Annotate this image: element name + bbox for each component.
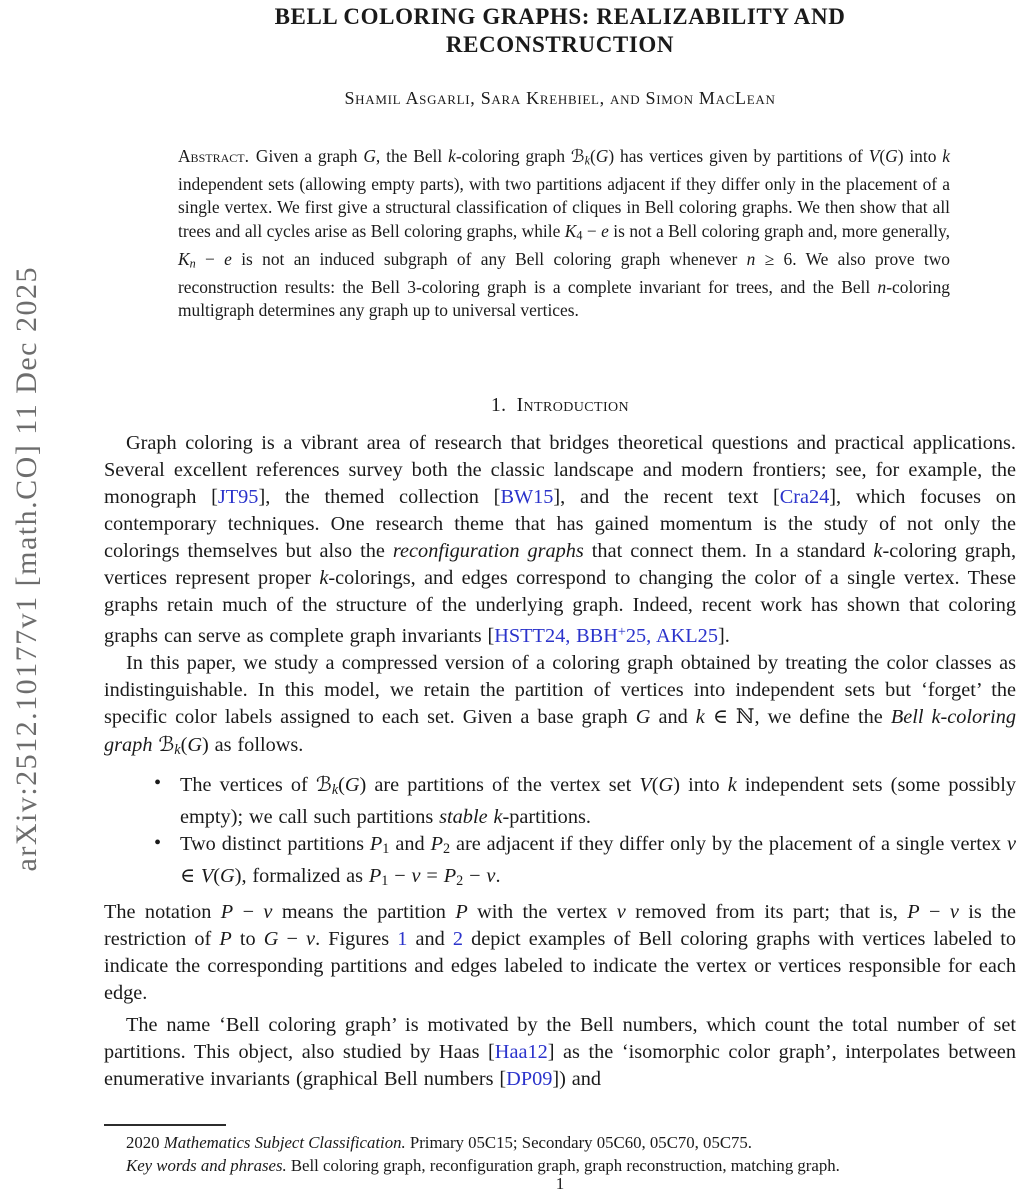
- text-run: (: [338, 773, 345, 796]
- citation-link[interactable]: +: [617, 623, 626, 640]
- section-number: 1.: [490, 394, 507, 416]
- text-run: k: [584, 153, 590, 168]
- text-run: The notation: [104, 901, 221, 924]
- citation-link[interactable]: HSTT24, BBH: [494, 624, 618, 647]
- text-run: v: [411, 865, 421, 888]
- text-run: P: [443, 865, 457, 888]
- text-run: k: [319, 566, 329, 589]
- text-run: k: [331, 782, 339, 799]
- text-run: P: [369, 833, 383, 856]
- text-run: n: [189, 256, 196, 271]
- text-run: (: [651, 773, 659, 796]
- text-run: −: [463, 865, 487, 888]
- msc-line: [104, 1132, 1016, 1155]
- paragraph-intro-3: [104, 899, 1016, 1007]
- text-run: Primary 05C15; Secondary 05C60, 05C70, 05C75.: [405, 1133, 753, 1152]
- text-run: e: [224, 248, 232, 269]
- text-run: -colorings, and edges correspond to changing the color of a single vertex. These graphs retain much of the structure of the underlying graph. Indeed, recent work has shown that coloring graphs can serve as complete graph invariants [: [104, 566, 1016, 647]
- text-run: ℬ: [315, 771, 332, 796]
- text-run: v: [616, 901, 626, 924]
- abstract: [178, 145, 950, 323]
- text-run: P: [907, 901, 920, 924]
- text-run: V: [868, 146, 880, 166]
- text-run: G: [344, 773, 360, 796]
- text-run: P: [219, 928, 232, 951]
- citation-link[interactable]: Haa12: [494, 1041, 548, 1064]
- text-run: P: [220, 901, 234, 924]
- text-run: means the partition: [272, 901, 456, 924]
- text-run: ] as the ‘isomorphic color graph’, interpolates between enumerative invariants (graphical Bell numbers [: [104, 1041, 1016, 1091]
- text-run: removed from its part; that is,: [625, 901, 908, 924]
- bullet-text: [180, 833, 1016, 890]
- text-run: k: [448, 146, 456, 166]
- text-run: (: [879, 146, 886, 166]
- text-run: V: [639, 773, 652, 796]
- text-run: -partitions.: [502, 806, 591, 829]
- text-run: V: [200, 865, 214, 888]
- text-run: ].: [717, 624, 730, 647]
- text-run: k: [873, 539, 883, 562]
- text-run: K: [564, 220, 577, 241]
- paragraph-intro-1: [104, 430, 1016, 650]
- text-run: k: [942, 146, 951, 166]
- section-heading: [104, 395, 1016, 417]
- text-run: v: [263, 901, 273, 924]
- text-run: v: [306, 928, 316, 951]
- page-content: [104, 0, 1016, 1093]
- text-run: G: [885, 146, 898, 166]
- text-run: Given a graph: [255, 146, 364, 166]
- text-run: ∈ ℕ, we define the: [704, 705, 891, 728]
- text-run: , the Bell: [375, 146, 449, 166]
- bullet-item: [104, 831, 1016, 895]
- text-run: −: [195, 248, 225, 269]
- text-run: Bell k-coloring graph: [104, 705, 1017, 756]
- text-run: ], the themed collection [: [258, 485, 501, 508]
- title-line-2: RECONSTRUCTION: [445, 31, 675, 57]
- text-run: -coloring graph: [455, 146, 571, 166]
- text-run: G: [363, 146, 376, 166]
- text-run: 2: [442, 841, 451, 858]
- bullet-item: [104, 771, 1016, 831]
- citation-link[interactable]: JT95: [217, 485, 259, 508]
- citation-link[interactable]: Cra24: [779, 485, 830, 508]
- text-run: independent sets (allowing empty parts), with two partitions adjacent if they differ only in the placement of a single vertex. We first give a structural classification of cliques in Bell coloring graphs. We then show that all trees and all cycles arise as Bell coloring graphs, while: [178, 174, 950, 241]
- text-run: 1: [382, 841, 390, 858]
- text-run: The name ‘Bell coloring graph’ is motivated by the Bell numbers, which count the total number of set partitions. This object, also studied by Haas [: [104, 1014, 1016, 1064]
- text-run: (: [590, 146, 596, 166]
- text-run: v: [1006, 833, 1016, 856]
- page-number: 1: [555, 1174, 565, 1193]
- text-run: The vertices of: [180, 773, 316, 796]
- bullet-icon: •: [154, 832, 162, 855]
- text-run: with the vertex: [467, 901, 617, 924]
- text-run: and: [389, 833, 431, 856]
- citation-link[interactable]: 2: [452, 928, 463, 951]
- text-run: ]) and: [552, 1068, 602, 1091]
- text-run: ℬ: [158, 731, 175, 756]
- text-run: is not a Bell coloring graph and, more generally,: [608, 220, 950, 241]
- citation-link[interactable]: 1: [397, 928, 408, 951]
- citation-link[interactable]: DP09: [506, 1068, 553, 1091]
- text-run: ), formalized as: [234, 865, 369, 888]
- text-run: that connect them. In a standard: [583, 539, 874, 562]
- text-run: K: [178, 248, 190, 269]
- text-run: depict examples of Bell coloring graphs with vertices labeled to indicate the corresponding partitions and edges labeled to indicate the vertex or vertices responsible for each edge.: [104, 928, 1016, 1005]
- text-run: G: [658, 773, 674, 796]
- text-run: k: [695, 705, 705, 728]
- text-run: n: [877, 277, 887, 298]
- text-run: is not an induced subgraph of any Bell coloring graph whenever: [231, 248, 747, 269]
- text-run: Two distinct partitions: [180, 833, 370, 856]
- citation-link[interactable]: BW15: [500, 485, 554, 508]
- text-run: ) are partitions of the vertex set: [359, 773, 640, 796]
- paragraph-intro-4: [104, 1012, 1016, 1093]
- text-run: ≥ 6. We also prove two reconstruction results: the Bell 3-coloring graph is a complete invariant for trees, and the Bell: [178, 248, 950, 298]
- text-run: 2020: [126, 1133, 164, 1152]
- text-run: ℬ: [570, 147, 585, 167]
- text-run: −: [233, 901, 264, 924]
- text-run: ) into: [897, 146, 943, 166]
- bullet-text: [180, 771, 1016, 829]
- text-run: and: [407, 928, 453, 951]
- text-run: -coloring multigraph determines any graph up to universal vertices.: [178, 277, 950, 321]
- text-run: In this paper, we study a compressed version of a coloring graph obtained by treating the color classes as indistinguishable. In this model, we retain the partition of vertices into independent sets but ‘forget’ the specific color labels assigned to each set. Given a base graph: [104, 651, 1016, 728]
- text-run: are adjacent if they differ only by the placement of a single vertex: [450, 833, 1007, 856]
- paragraph-intro-2: [104, 650, 1016, 764]
- arxiv-id-text: arXiv:2512.10177v1 [math.CO] 11 Dec 2025: [10, 266, 43, 872]
- text-run: P: [430, 833, 443, 856]
- text-run: (: [213, 865, 221, 888]
- text-run: (: [180, 733, 188, 756]
- author-line: Shamil Asgarli, Sara Krehbiel, and Simon MacLean: [344, 88, 776, 108]
- text-run: −: [388, 865, 412, 888]
- text-run: Bell coloring graph, reconfiguration graph, graph reconstruction, matching graph.: [286, 1155, 840, 1175]
- text-run: G: [635, 705, 651, 728]
- text-run: v: [949, 901, 959, 924]
- text-run: −: [919, 901, 950, 924]
- arxiv-watermark: [5, 188, 49, 950]
- text-run: e: [601, 220, 609, 241]
- text-run: P: [455, 901, 468, 924]
- footnote-block: [104, 1124, 1016, 1177]
- bullet-icon: •: [154, 771, 162, 794]
- text-run: k: [493, 806, 503, 829]
- text-run: 1: [381, 873, 389, 890]
- paper-title: [104, 0, 1016, 58]
- text-run: Mathematics Subject Classification.: [163, 1133, 406, 1152]
- text-run: v: [486, 865, 496, 888]
- text-run: Graph coloring is a vibrant area of research that bridges theoretical questions and practical applications. Several excellent references survey both the classic landscape and modern frontiers; see, for example, the monograph [: [104, 431, 1016, 508]
- text-run: . Figures: [315, 928, 398, 951]
- citation-link[interactable]: 25, AKL25: [625, 624, 718, 647]
- text-run: ) has vertices given by partitions of: [608, 146, 869, 166]
- text-run: Key words and phrases.: [126, 1155, 287, 1175]
- definition-list: [104, 771, 1016, 895]
- title-line-1: BELL COLORING GRAPHS: REALIZABILITY AND: [274, 4, 846, 29]
- text-run: -coloring graph, vertices represent proper: [104, 539, 1017, 589]
- text-run: independent sets (some possibly empty); we call such partitions: [180, 773, 1016, 829]
- text-run: n: [746, 248, 756, 269]
- text-run: to: [231, 928, 264, 951]
- abstract-label: Abstract.: [178, 146, 249, 166]
- text-run: k: [727, 773, 737, 796]
- text-run: stable: [439, 806, 488, 829]
- text-run: G: [187, 733, 203, 756]
- text-run: P: [368, 865, 382, 888]
- text-run: reconfiguration graphs: [392, 539, 584, 562]
- text-run: −: [582, 220, 602, 241]
- text-run: ], which focuses on contemporary techniques. One research theme that has gained momentum is the study of not only the colorings themselves but also the: [104, 485, 1017, 562]
- text-run: −: [278, 928, 307, 951]
- text-run: 4: [576, 228, 583, 243]
- text-run: ) as follows.: [202, 733, 304, 756]
- section-title: Introduction: [516, 394, 630, 416]
- text-run: 2: [456, 873, 464, 890]
- text-run: ) into: [673, 773, 728, 796]
- text-run: ∈: [180, 865, 201, 888]
- abstract-text: [178, 146, 950, 320]
- text-run: =: [420, 865, 444, 888]
- text-run: G: [595, 146, 609, 166]
- footnote-rule: [104, 1124, 226, 1126]
- text-run: k: [174, 741, 181, 758]
- text-run: and: [650, 705, 696, 728]
- text-run: ], and the recent text [: [553, 485, 780, 508]
- text-run: G: [220, 865, 235, 888]
- text-run: is the restriction of: [104, 901, 1016, 951]
- text-run: .: [495, 865, 501, 888]
- text-run: G: [263, 928, 279, 951]
